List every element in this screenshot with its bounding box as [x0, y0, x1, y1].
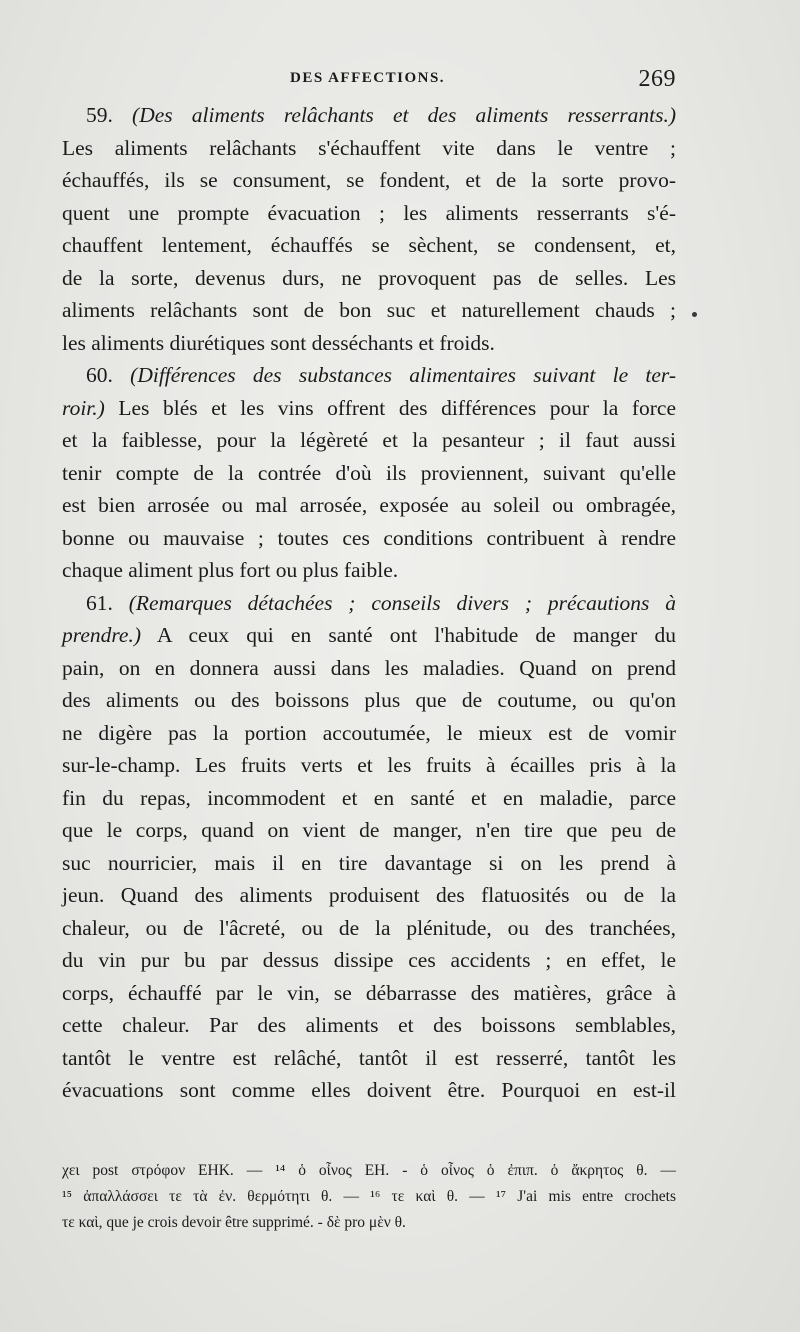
text-line: tantôt le ventre est relâché, tantôt il est resserré, tantôt les: [62, 1045, 676, 1070]
footnote-line: τε καὶ, que je crois devoir être supprimé. - δὲ pro μὲν θ.: [62, 1214, 406, 1231]
section-title-end: roir.): [62, 395, 105, 420]
page-number: 269: [638, 66, 676, 92]
text-run: A ceux qui en santé ont l'habitude de manger du: [141, 623, 676, 647]
text-line: [62, 359, 676, 392]
text-line: tenir compte de la contrée d'où ils proviennent, suivant qu'elle: [62, 460, 676, 485]
text-line: fin du repas, incommodent et en santé et en maladie, parce: [62, 785, 676, 810]
text-line: suc nourricier, mais il en tire davantage si on les prend à: [62, 850, 676, 875]
text-run: Les blés et les vins offrent des différences pour la force: [104, 395, 676, 420]
footnote-line: χει post στρόφον EHK. — ¹⁴ ὁ οἶνος EH. - ὁ οἶνος ὁ ἐπιπ. ὁ ἄκρητος θ. —: [62, 1162, 676, 1179]
ink-speck: [692, 312, 697, 317]
text-line: [62, 619, 676, 652]
text-line: Les aliments relâchants s'échauffent vite dans le ventre ;: [62, 135, 676, 160]
text-line: que le corps, quand on vient de manger, n'en tire que peu de: [62, 818, 676, 842]
text-line: [62, 392, 676, 425]
section-number: 61.: [86, 590, 129, 615]
text-line: corps, échauffé par le vin, se débarrasse des matières, grâce à: [62, 980, 676, 1005]
text-line: les aliments diurétiques sont desséchants et froids.: [62, 330, 495, 355]
footnotes: [62, 1158, 676, 1236]
text-line: [62, 99, 676, 132]
footnote-line: ¹⁵ ἀπαλλάσσει τε τὰ ἐν. θερμότητι θ. — ¹⁶ τε καὶ θ. — ¹⁷ J'ai mis entre crochets: [62, 1188, 676, 1205]
text-line: cette chaleur. Par des aliments et des boissons semblables,: [62, 1013, 676, 1037]
text-line: aliments relâchants sont de bon suc et naturellement chauds ;: [62, 298, 676, 322]
text-line: de la sorte, devenus durs, ne provoquent pas de selles. Les: [62, 265, 676, 290]
main-text: [62, 99, 676, 1107]
running-title: DES AFFECTIONS.: [290, 70, 446, 86]
text-line: ne digère pas la portion accoutumée, le mieux est de vomir: [62, 720, 676, 745]
text-line: du vin pur bu par dessus dissipe ces accidents ; en effet, le: [62, 948, 676, 972]
text-line: chauffent lentement, échauffés se sèchent, se condensent, et,: [62, 233, 676, 257]
text-line: sur-le-champ. Les fruits verts et les fruits à écailles pris à la: [62, 753, 676, 777]
text-line: bonne ou mauvaise ; toutes ces conditions contribuent à rendre: [62, 525, 676, 550]
text-line: échauffés, ils se consument, se fondent, et de la sorte provo-: [62, 168, 676, 192]
section-title: (Remarques détachées ; conseils divers ; précautions à: [128, 590, 676, 615]
text-line: chaleur, ou de l'âcreté, ou de la plénitude, ou des tranchées,: [62, 915, 676, 940]
section-title-end: prendre.): [62, 623, 142, 647]
text-line: jeun. Quand des aliments produisent des flatuosités ou de la: [62, 883, 676, 907]
text-line: chaque aliment plus fort ou plus faible.: [62, 558, 399, 582]
text-line: est bien arrosée ou mal arrosée, exposée au soleil ou ombragée,: [62, 493, 676, 517]
section-number: 60.: [86, 363, 131, 387]
section-title: (Des aliments relâchants et des aliments resserrants.): [132, 103, 677, 127]
text-line: et la faiblesse, pour la légèreté et la pesanteur ; il faut aussi: [62, 428, 676, 452]
text-line: pain, on en donnera aussi dans les maladies. Quand on prend: [62, 655, 676, 680]
section-number: 59.: [86, 103, 133, 127]
text-line: quent une prompte évacuation ; les aliments resserrants s'é-: [62, 200, 676, 225]
text-line: [62, 587, 676, 620]
text-line: évacuations sont comme elles doivent être. Pourquoi en est-il: [62, 1078, 676, 1102]
text-line: des aliments ou des boissons plus que de coutume, ou qu'on: [62, 688, 676, 712]
section-title: (Différences des substances alimentaires suivant le ter-: [130, 363, 676, 387]
